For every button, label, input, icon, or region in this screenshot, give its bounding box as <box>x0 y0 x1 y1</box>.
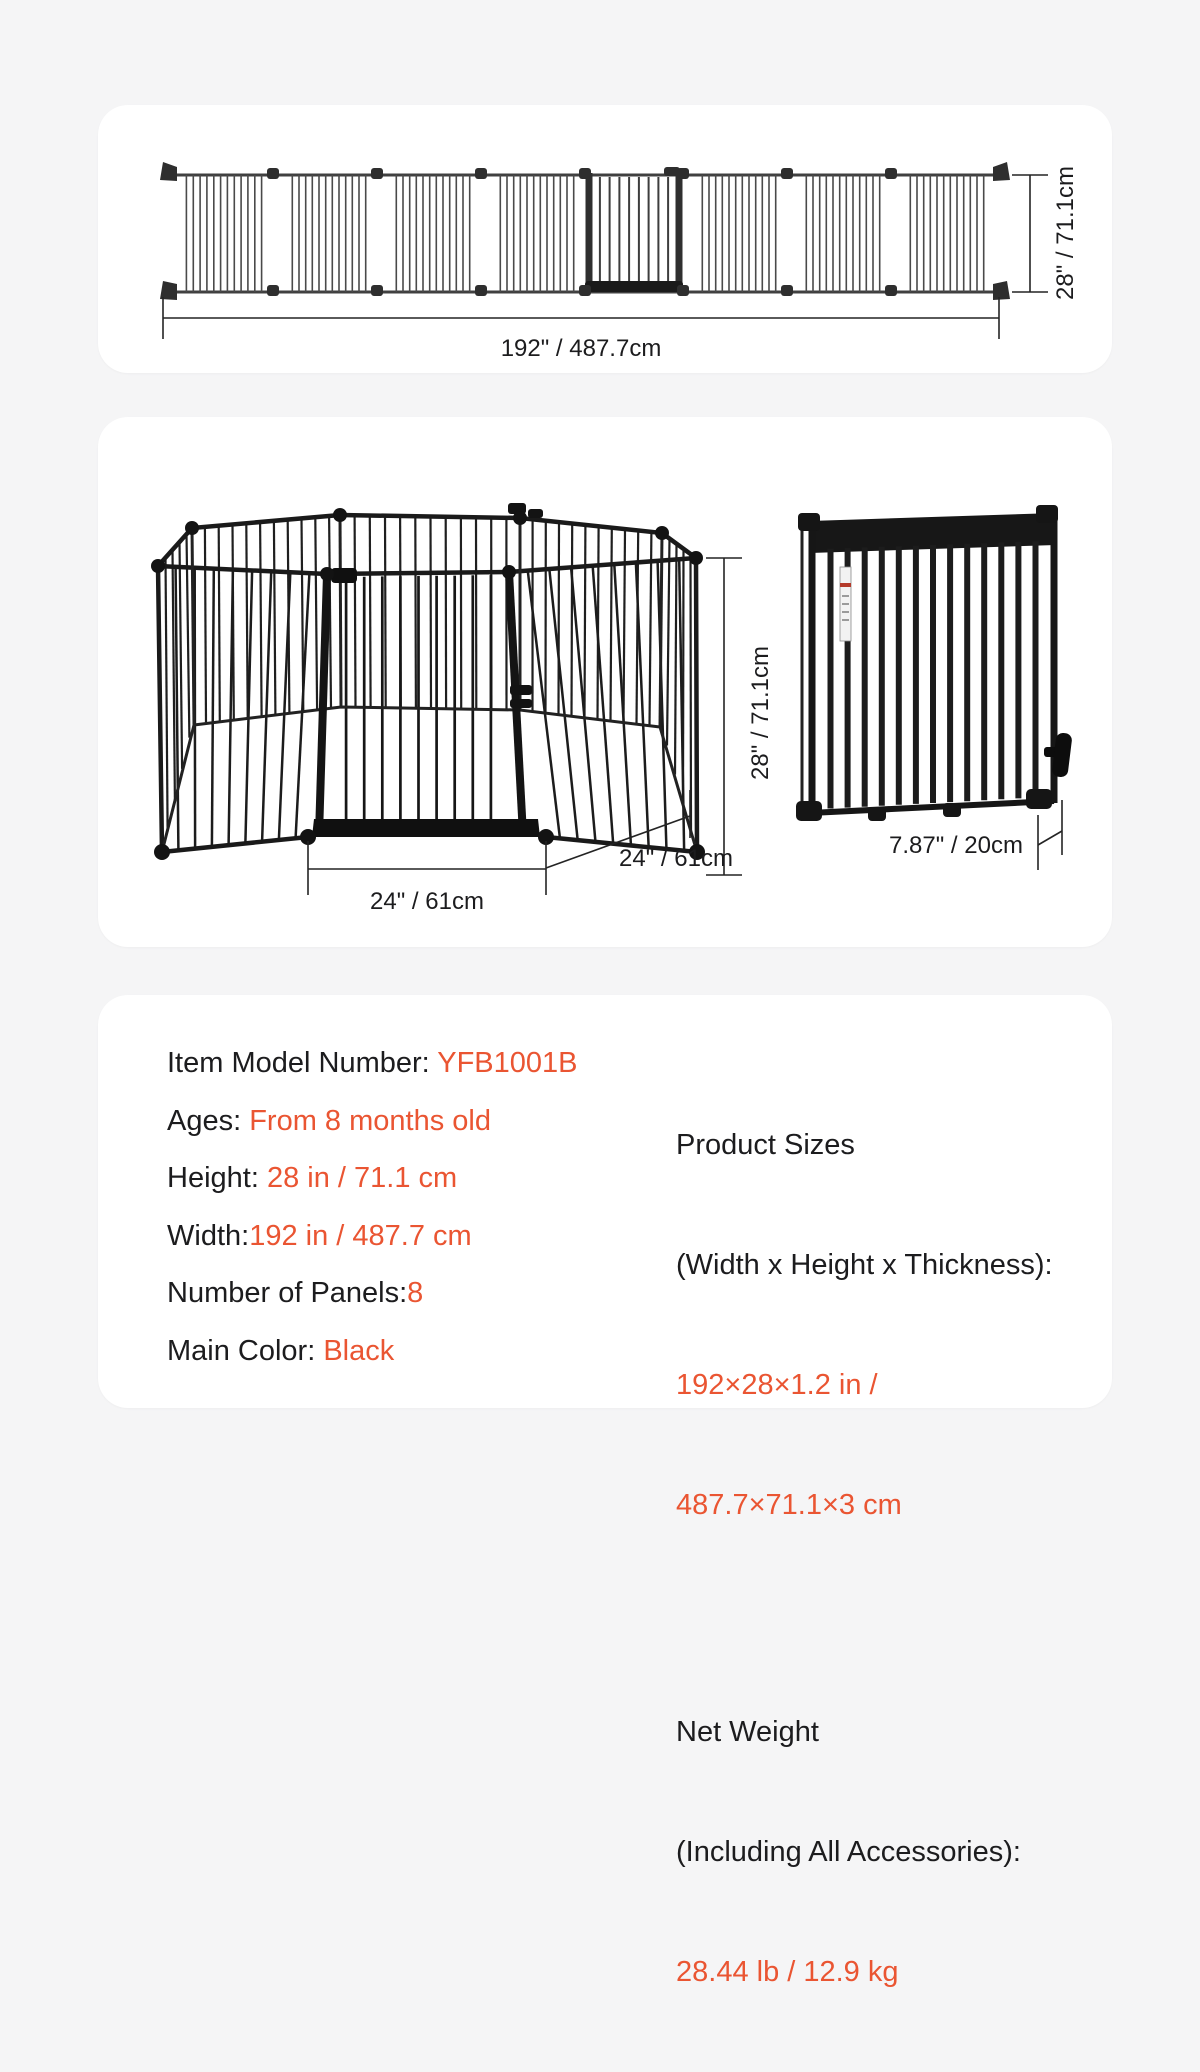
pen-height-dimension-label: 28" / 71.1cm <box>747 646 774 780</box>
width-dimension-label: 192" / 487.7cm <box>501 335 662 362</box>
spec-panel-count: Number of Panels:8 <box>167 1275 578 1333</box>
top-view-card <box>98 105 1112 373</box>
spec-height: Height: 28 in / 71.1 cm <box>167 1160 578 1218</box>
octagon-playpen-diagram <box>98 417 1112 947</box>
pen-door-bars <box>346 575 491 821</box>
specs-left-column <box>167 1045 578 1390</box>
stack-depth-label: 7.87" / 20cm <box>889 832 1023 859</box>
pen-front-width-label: 24" / 61cm <box>370 888 484 915</box>
pen-height-dimension <box>706 558 742 875</box>
spec-net-weight: Net Weight (Including All Accessories): 28.44 lb / 12.9 kg <box>676 1632 1053 2072</box>
pen-door-latch <box>331 568 357 583</box>
pen-side-width-label: 24" / 61cm <box>619 845 733 872</box>
right-end-cap <box>993 162 1010 181</box>
fence-top-view-diagram <box>98 105 1112 373</box>
height-dimension <box>1012 175 1048 292</box>
fence-rails <box>175 175 995 292</box>
pen-rails <box>158 515 697 852</box>
specs-card <box>98 995 1112 1408</box>
hinge-connectors <box>160 162 1010 300</box>
left-end-cap <box>160 162 177 181</box>
stack-depth-dimension <box>1038 800 1062 870</box>
warning-label-sticker <box>840 567 851 641</box>
spec-main-color: Main Color: Black <box>167 1333 578 1391</box>
specs-right-column <box>676 1045 1053 2072</box>
spec-item-model: Item Model Number: YFB1001B <box>167 1045 578 1103</box>
folded-stack <box>796 505 1073 821</box>
assembled-view-card <box>98 417 1112 947</box>
spec-product-sizes: Product Sizes (Width x Height x Thickness): 192×28×1.2 in / 487.7×71.1×3 cm <box>676 1045 1053 1605</box>
width-dimension <box>163 297 999 339</box>
spec-ages: Ages: From 8 months old <box>167 1103 578 1161</box>
gate-door-bars <box>600 177 668 281</box>
pen-front-width-dimension <box>308 841 546 895</box>
spec-width: Width:192 in / 487.7 cm <box>167 1218 578 1276</box>
stack-handle <box>1044 732 1073 778</box>
pen-door-hinge <box>510 685 532 695</box>
height-dimension-label: 28" / 71.1cm <box>1052 166 1079 300</box>
